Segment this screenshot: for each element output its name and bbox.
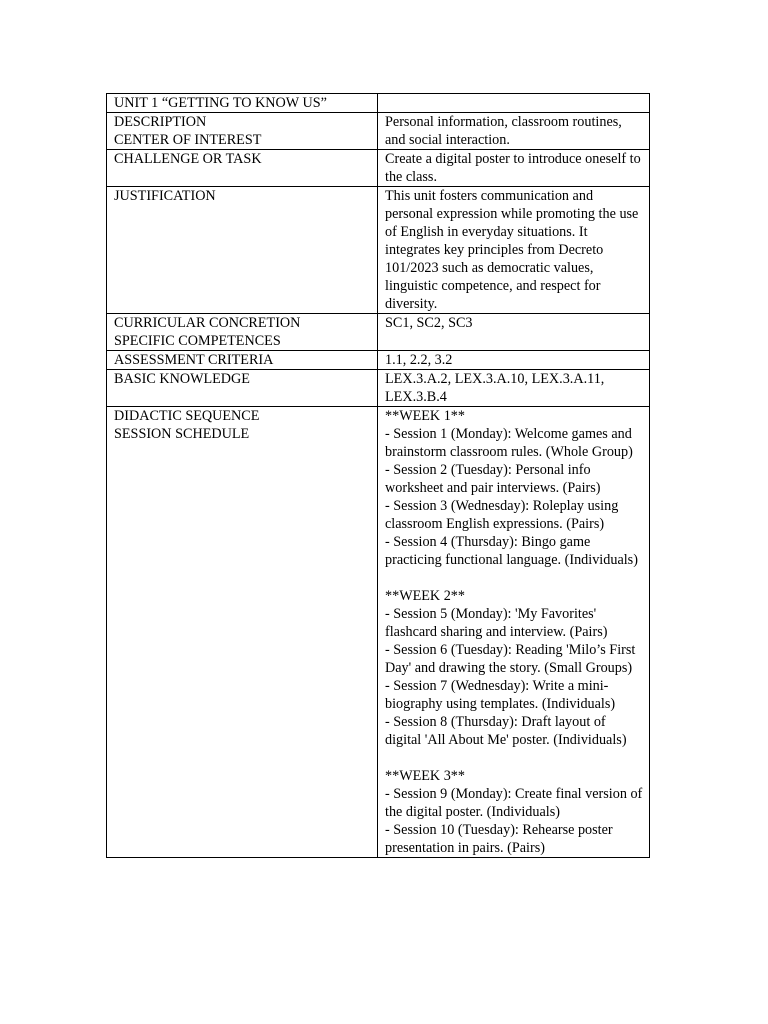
unit-title: UNIT 1 “GETTING TO KNOW US” xyxy=(114,95,327,111)
label-cell xyxy=(107,370,378,407)
label-cell xyxy=(107,351,378,370)
table-row xyxy=(107,150,650,187)
cell-text: Personal information, classroom routines, and social interaction. xyxy=(385,114,626,148)
row-label: JUSTIFICATION xyxy=(114,188,216,204)
table-row xyxy=(107,370,650,407)
content-cell xyxy=(378,150,650,187)
cell-text: LEX.3.A.2, LEX.3.A.10, LEX.3.A.11, LEX.3.B.4 xyxy=(385,371,608,405)
content-cell xyxy=(378,187,650,314)
week-heading: **WEEK 3** xyxy=(385,768,465,784)
row-label: CENTER OF INTEREST xyxy=(114,132,262,148)
table-row xyxy=(107,351,650,370)
session-item: - Session 2 (Tuesday): Personal info worksheet and pair interviews. (Pairs) xyxy=(385,462,601,496)
content-cell xyxy=(378,351,650,370)
content-cell xyxy=(378,113,650,150)
row-label: CHALLENGE OR TASK xyxy=(114,151,262,167)
cell-text: This unit fosters communication and personal expression while promoting the use of English in everyday situations. It integrates key principles from Decreto 101/2023 such as democratic values, linguistic competence, and respect for diversity. xyxy=(385,188,642,312)
table-row xyxy=(107,314,650,351)
content-cell xyxy=(378,94,650,113)
label-cell xyxy=(107,113,378,150)
content-cell xyxy=(378,370,650,407)
session-item: - Session 5 (Monday): 'My Favorites' flashcard sharing and interview. (Pairs) xyxy=(385,606,608,640)
row-label: ASSESSMENT CRITERIA xyxy=(114,352,274,368)
cell-text: Create a digital poster to introduce oneself to the class. xyxy=(385,151,645,185)
session-item: - Session 10 (Tuesday): Rehearse poster presentation in pairs. (Pairs) xyxy=(385,822,617,856)
label-cell xyxy=(107,407,378,858)
spacer xyxy=(385,569,644,587)
cell-text xyxy=(385,94,644,112)
row-label: BASIC KNOWLEDGE xyxy=(114,371,250,387)
row-label: CURRICULAR CONCRETION xyxy=(114,315,301,331)
session-item: - Session 3 (Wednesday): Roleplay using classroom English expressions. (Pairs) xyxy=(385,498,622,532)
table-row xyxy=(107,94,650,113)
spacer xyxy=(385,749,644,767)
session-item: - Session 9 (Monday): Create final version of the digital poster. (Individuals) xyxy=(385,786,646,820)
row-label: DESCRIPTION xyxy=(114,114,207,130)
session-item: - Session 4 (Thursday): Bingo game practicing functional language. (Individuals) xyxy=(385,534,638,568)
content-cell xyxy=(378,314,650,351)
session-item: - Session 1 (Monday): Welcome games and brainstorm classroom rules. (Whole Group) xyxy=(385,426,636,460)
session-item: - Session 8 (Thursday): Draft layout of digital 'All About Me' poster. (Individuals) xyxy=(385,714,627,748)
cell-text: 1.1, 2.2, 3.2 xyxy=(385,352,453,368)
label-cell xyxy=(107,314,378,351)
week-heading: **WEEK 2** xyxy=(385,588,465,604)
unit-plan-table xyxy=(106,93,650,858)
session-item: - Session 7 (Wednesday): Write a mini-biography using templates. (Individuals) xyxy=(385,678,616,712)
table-row xyxy=(107,113,650,150)
table-row xyxy=(107,187,650,314)
row-label: SPECIFIC COMPETENCES xyxy=(114,333,281,349)
label-cell xyxy=(107,187,378,314)
content-cell xyxy=(378,407,650,858)
cell-text: SC1, SC2, SC3 xyxy=(385,315,473,331)
table-row xyxy=(107,407,650,858)
label-cell xyxy=(107,94,378,113)
session-item: - Session 6 (Tuesday): Reading 'Milo’s First Day' and drawing the story. (Small Groups) xyxy=(385,642,639,676)
label-cell xyxy=(107,150,378,187)
row-label: DIDACTIC SEQUENCE xyxy=(114,408,260,424)
row-label: SESSION SCHEDULE xyxy=(114,426,250,442)
week-heading: **WEEK 1** xyxy=(385,408,465,424)
